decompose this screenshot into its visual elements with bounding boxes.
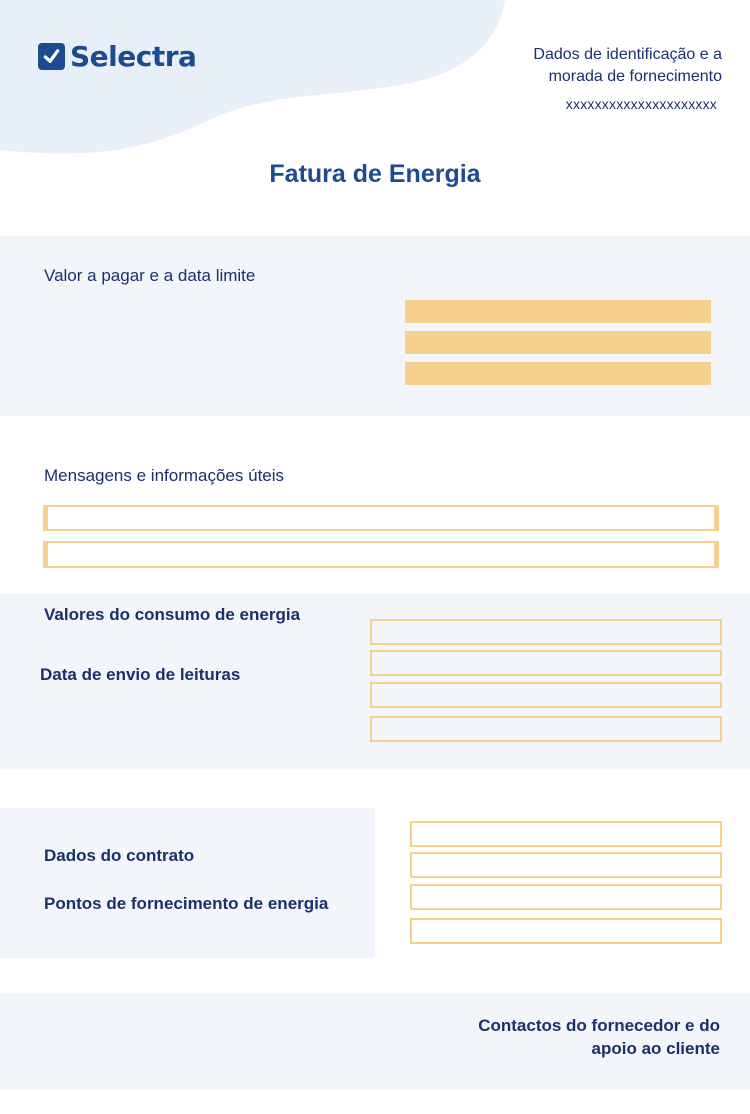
document-title: Fatura de Energia bbox=[269, 160, 481, 188]
contract-label: Dados do contrato bbox=[44, 846, 195, 865]
header-background-shape bbox=[0, 0, 520, 170]
payment-placeholder-bar bbox=[405, 300, 711, 323]
readings-date-label: Data de envio de leituras bbox=[40, 665, 241, 684]
identification-line-2: morada de fornecimento bbox=[548, 68, 722, 85]
checkmark-icon bbox=[38, 43, 65, 70]
identification-label bbox=[462, 44, 722, 88]
selectra-logo bbox=[38, 40, 196, 73]
messages-placeholder-box bbox=[43, 541, 719, 568]
consumption-placeholder-box bbox=[370, 682, 722, 708]
logo-text: Selectra bbox=[70, 40, 197, 73]
contract-placeholder-box bbox=[410, 821, 722, 847]
payment-placeholder-bar bbox=[405, 331, 711, 354]
consumption-placeholder-box bbox=[370, 619, 722, 645]
consumption-placeholder-box bbox=[370, 650, 722, 676]
contract-placeholder-box bbox=[410, 884, 722, 910]
messages-placeholder-box bbox=[43, 505, 719, 531]
contract-placeholder-box bbox=[410, 852, 722, 878]
consumption-placeholder-box bbox=[370, 716, 722, 742]
contacts-label bbox=[420, 1014, 720, 1060]
payment-placeholder-bar bbox=[405, 362, 711, 385]
supply-points-label: Pontos de fornecimento de energia bbox=[44, 894, 329, 913]
contacts-line-2: apoio ao cliente bbox=[591, 1039, 720, 1058]
identification-line-1: Dados de identificação e a bbox=[533, 46, 722, 63]
contract-section bbox=[0, 808, 375, 958]
payment-section bbox=[0, 236, 750, 416]
contract-placeholder-box bbox=[410, 918, 722, 944]
consumption-values-label: Valores do consumo de energia bbox=[44, 605, 301, 624]
messages-label: Mensagens e informações úteis bbox=[44, 466, 285, 485]
identification-placeholder: xxxxxxxxxxxxxxxxxxxxx bbox=[565, 96, 717, 112]
contacts-line-1: Contactos do fornecedor e do bbox=[478, 1016, 720, 1035]
payment-label: Valor a pagar e a data limite bbox=[44, 266, 256, 285]
